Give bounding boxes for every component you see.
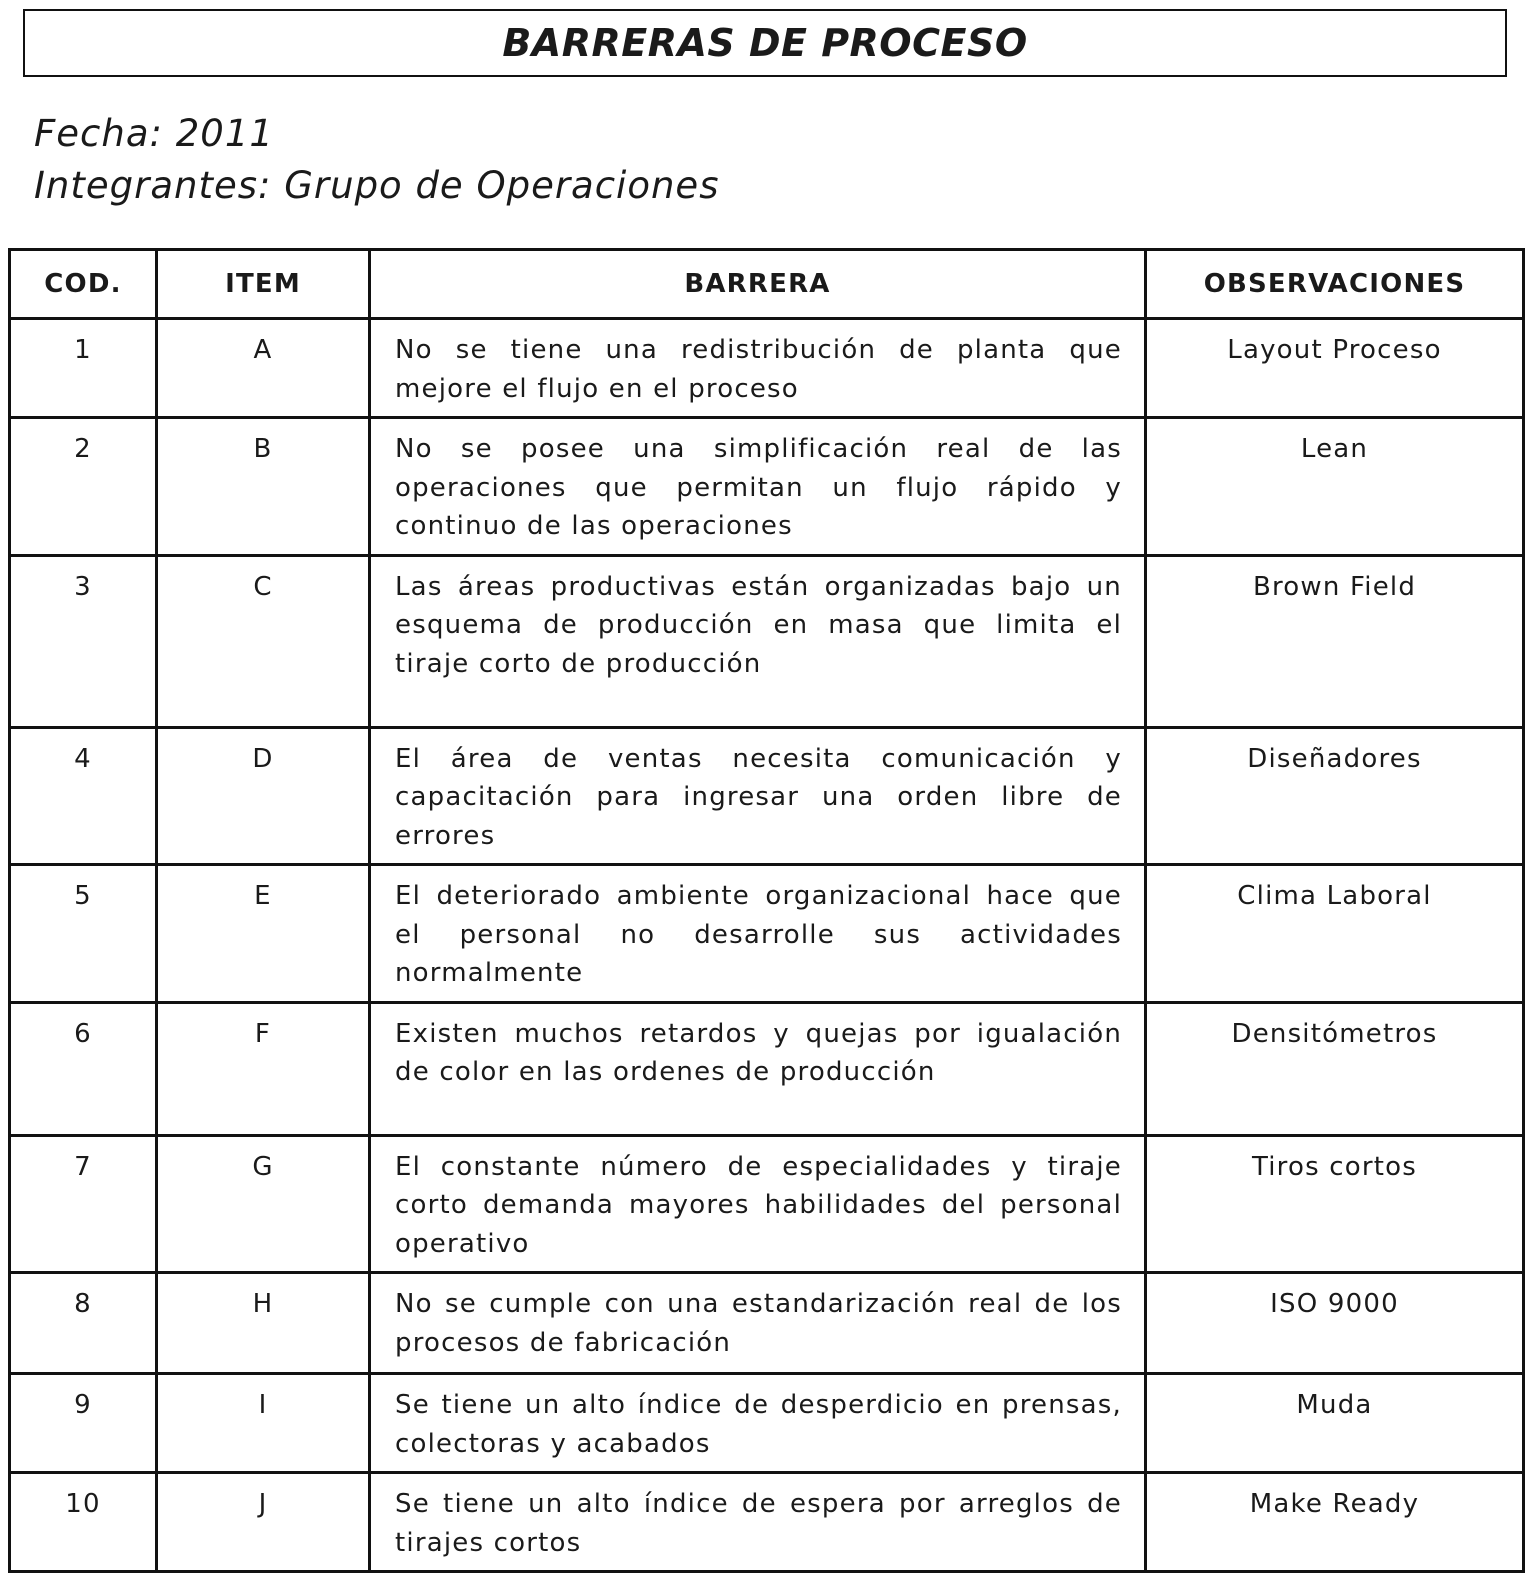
cell-item: J (157, 1473, 370, 1572)
members-line: Integrantes: Grupo de Operaciones (34, 164, 720, 207)
table-row (10, 1473, 1524, 1572)
cell-barrera: Se tiene un alto índice de espera por arreglos de tirajes cortos (370, 1473, 1146, 1572)
cell-cod: 6 (10, 1002, 157, 1135)
cell-cod: 2 (10, 418, 157, 556)
cell-barrera: El deteriorado ambiente organizacional hace que el personal no desarrolle sus actividades normalmente (370, 865, 1146, 1003)
table-row (10, 865, 1524, 1003)
cell-observaciones: Layout Proceso (1146, 319, 1524, 418)
cell-cod: 7 (10, 1135, 157, 1273)
cell-observaciones: Diseñadores (1146, 727, 1524, 865)
cell-observaciones: Densitómetros (1146, 1002, 1524, 1135)
table-row (10, 319, 1524, 418)
cell-barrera: Existen muchos retardos y quejas por igualación de color en las ordenes de producción (370, 1002, 1146, 1135)
cell-cod: 3 (10, 555, 157, 727)
cell-item: E (157, 865, 370, 1003)
cell-barrera: No se cumple con una estandarización real de los procesos de fabricación (370, 1273, 1146, 1374)
table-row (10, 1135, 1524, 1273)
header-barrera: BARRERA (370, 250, 1146, 319)
header-cod: COD. (10, 250, 157, 319)
cell-cod: 4 (10, 727, 157, 865)
cell-observaciones: Make Ready (1146, 1473, 1524, 1572)
cell-item: C (157, 555, 370, 727)
table-row (10, 418, 1524, 556)
table-row (10, 1374, 1524, 1473)
cell-observaciones: Tiros cortos (1146, 1135, 1524, 1273)
cell-cod: 9 (10, 1374, 157, 1473)
cell-barrera: Las áreas productivas están organizadas bajo un esquema de producción en masa que limita el tiraje corto de producción (370, 555, 1146, 727)
header-item: ITEM (157, 250, 370, 319)
cell-observaciones: Lean (1146, 418, 1524, 556)
table-row (10, 1002, 1524, 1135)
table-row (10, 555, 1524, 727)
cell-observaciones: ISO 9000 (1146, 1273, 1524, 1374)
cell-cod: 8 (10, 1273, 157, 1374)
cell-cod: 5 (10, 865, 157, 1003)
cell-cod: 1 (10, 319, 157, 418)
cell-item: D (157, 727, 370, 865)
cell-item: G (157, 1135, 370, 1273)
header-observaciones: OBSERVACIONES (1146, 250, 1524, 319)
cell-barrera: El área de ventas necesita comunicación y capacitación para ingresar una orden libre de errores (370, 727, 1146, 865)
title-box (23, 9, 1507, 77)
page-title: BARRERAS DE PROCESO (502, 21, 1028, 65)
cell-item: I (157, 1374, 370, 1473)
cell-item: H (157, 1273, 370, 1374)
table-row (10, 727, 1524, 865)
date-line: Fecha: 2011 (34, 112, 274, 155)
barriers-table (8, 248, 1525, 1573)
cell-item: A (157, 319, 370, 418)
cell-item: B (157, 418, 370, 556)
cell-barrera: El constante número de especialidades y tiraje corto demanda mayores habilidades del personal operativo (370, 1135, 1146, 1273)
cell-item: F (157, 1002, 370, 1135)
cell-barrera: No se tiene una redistribución de planta que mejore el flujo en el proceso (370, 319, 1146, 418)
cell-observaciones: Muda (1146, 1374, 1524, 1473)
cell-cod: 10 (10, 1473, 157, 1572)
table-row (10, 1273, 1524, 1374)
cell-observaciones: Brown Field (1146, 555, 1524, 727)
cell-observaciones: Clima Laboral (1146, 865, 1524, 1003)
cell-barrera: Se tiene un alto índice de desperdicio en prensas, colectoras y acabados (370, 1374, 1146, 1473)
table-header-row (10, 250, 1524, 319)
cell-barrera: No se posee una simplificación real de las operaciones que permitan un flujo rápido y continuo de las operaciones (370, 418, 1146, 556)
